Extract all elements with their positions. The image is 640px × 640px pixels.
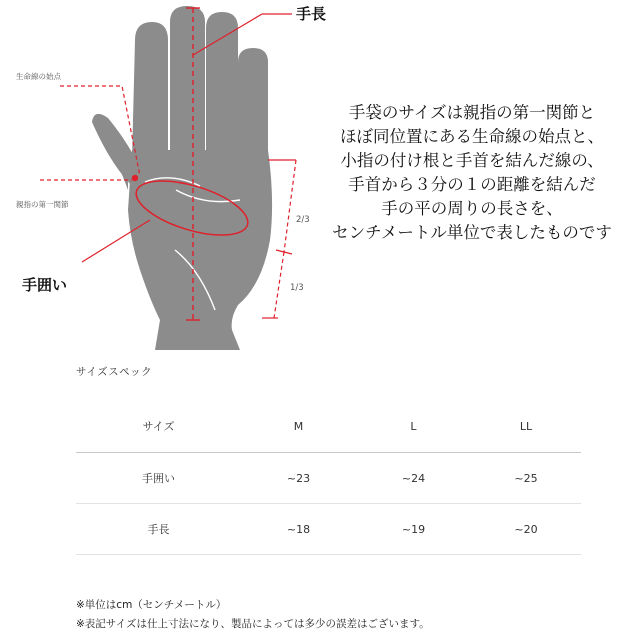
- table-cell: ~25: [471, 453, 581, 504]
- size-spec-table: [76, 400, 581, 555]
- ratio-one-third-label: 1/3: [290, 283, 304, 293]
- hand-length-label: 手長: [296, 5, 327, 23]
- table-cell: ~20: [471, 504, 581, 555]
- table-header-row: [76, 400, 581, 453]
- note-tolerance: ※表記サイズは仕上寸法になり、製品によっては多少の誤差はございます。: [76, 618, 430, 630]
- explanation-line: 手首から３分の１の距離を結んだ: [348, 175, 596, 194]
- table-cell: ~18: [241, 504, 356, 555]
- hand-circumference-label: 手囲い: [22, 276, 68, 294]
- table-cell: ~23: [241, 453, 356, 504]
- ratio-two-thirds-label: 2/3: [296, 215, 310, 225]
- table-cell: ~19: [356, 504, 471, 555]
- row-label: 手囲い: [76, 453, 241, 504]
- footnotes: [76, 596, 430, 634]
- explanation-line: ほぼ同位置にある生命線の始点と、: [340, 127, 604, 146]
- table-cell: ~24: [356, 453, 471, 504]
- lifeline-start-label: 生命線の始点: [16, 72, 61, 81]
- row-label: 手長: [76, 504, 241, 555]
- hand-silhouette: [92, 6, 272, 350]
- explanation-line: 小指の付け根と手首を結んだ線の、: [340, 151, 604, 170]
- thumb-joint-label: 親指の第一関節: [16, 200, 69, 209]
- header-l: L: [356, 400, 471, 453]
- table-row: [76, 504, 581, 555]
- explanation-line: 手の平の周りの長さを、: [381, 199, 563, 218]
- header-size: サイズ: [76, 400, 241, 453]
- explanation-line: センチメートル単位で表したものです: [332, 223, 612, 242]
- explanation-line: 手袋のサイズは親指の第一関節と: [348, 103, 596, 122]
- size-explanation: [312, 101, 632, 245]
- table-row: [76, 453, 581, 504]
- spec-title: サイズスペック: [76, 366, 153, 378]
- header-m: M: [241, 400, 356, 453]
- header-ll: LL: [471, 400, 581, 453]
- note-unit: ※単位はcm（センチメートル）: [76, 599, 227, 611]
